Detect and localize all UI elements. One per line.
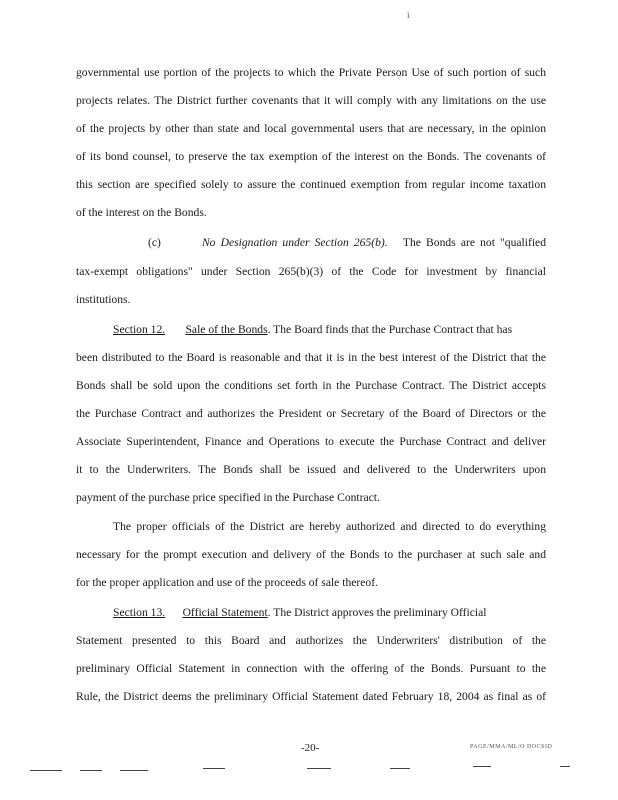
body-line: Bonds shall be sold upon the conditions set forth in the Purchase Contract. The District accepts [76, 379, 546, 392]
page-number: -20- [301, 742, 320, 754]
body-line: of the projects by other than state and local governmental users that are necessary, in the opinion [76, 122, 546, 135]
scan-artifact-rule [390, 768, 410, 769]
document-id: PAGE/MMA/ML/O DOCSID [470, 744, 553, 750]
header-mark: i [407, 10, 410, 20]
body-line: governmental use portion of the projects to which the Private Person Use of such portion of such [76, 66, 546, 79]
body-line: for the proper application and use of the proceeds of sale thereof. [76, 576, 378, 589]
body-line: preliminary Official Statement in connection with the offering of the Bonds. Pursuant to the [76, 662, 546, 675]
scan-artifact-rule [120, 770, 148, 771]
body-line: the Purchase Contract and authorizes the President or Secretary of the Board of Directors or the [76, 407, 546, 420]
body-line: been distributed to the Board is reasonable and that it is in the best interest of the District that the [76, 351, 546, 364]
body-line: projects relates. The District further covenants that it will comply with any limitations on the use [76, 94, 546, 107]
subsection-label: (c) [148, 236, 161, 249]
subsection-heading: No Designation under Section 265(b). [201, 236, 388, 249]
section-label: Section 13. [113, 606, 166, 619]
scan-artifact-rule [30, 770, 62, 771]
body-line: Rule, the District deems the preliminary Official Statement dated February 18, 2004 as final as of [76, 690, 546, 703]
body-line: of the interest on the Bonds. [76, 206, 207, 219]
body-line: necessary for the prompt execution and delivery of the Bonds to the purchaser at such sale and [76, 548, 546, 561]
subsection-c-line [148, 236, 546, 250]
section-label: Section 12. [113, 323, 166, 336]
section-title: Official Statement [182, 606, 268, 619]
section-text: . The Board finds that the Purchase Contract that has [267, 323, 513, 336]
section-text: . The District approves the preliminary Official [267, 606, 487, 619]
body-line: The proper officials of the District are hereby authorized and directed to do everything [113, 520, 546, 533]
section-13-heading-line [113, 606, 546, 620]
scan-artifact-rule [473, 766, 491, 767]
subsection-text: The Bonds are not "qualified [402, 236, 546, 249]
body-line: institutions. [76, 293, 131, 306]
body-line: Associate Superintendent, Finance and Operations to execute the Purchase Contract and deliver [76, 435, 546, 448]
scan-artifact-rule [560, 766, 570, 767]
body-line: tax-exempt obligations" under Section 265(b)(3) of the Code for investment by financial [76, 265, 546, 278]
body-line: Statement presented to this Board and authorizes the Underwriters' distribution of the [76, 634, 546, 647]
scan-artifact-rule [307, 768, 331, 769]
body-line: payment of the purchase price specified in the Purchase Contract. [76, 491, 380, 504]
scan-artifact-rule [203, 768, 225, 769]
section-title: Sale of the Bonds [185, 323, 268, 336]
body-line: it to the Underwriters. The Bonds shall be issued and delivered to the Underwriters upon [76, 463, 546, 476]
scan-artifact-rule [80, 770, 102, 771]
body-line: this section are specified solely to assure the continued exemption from regular income taxation [76, 178, 546, 191]
section-12-heading-line [113, 323, 546, 337]
body-line: of its bond counsel, to preserve the tax exemption of the interest on the Bonds. The covenants of [76, 150, 546, 163]
